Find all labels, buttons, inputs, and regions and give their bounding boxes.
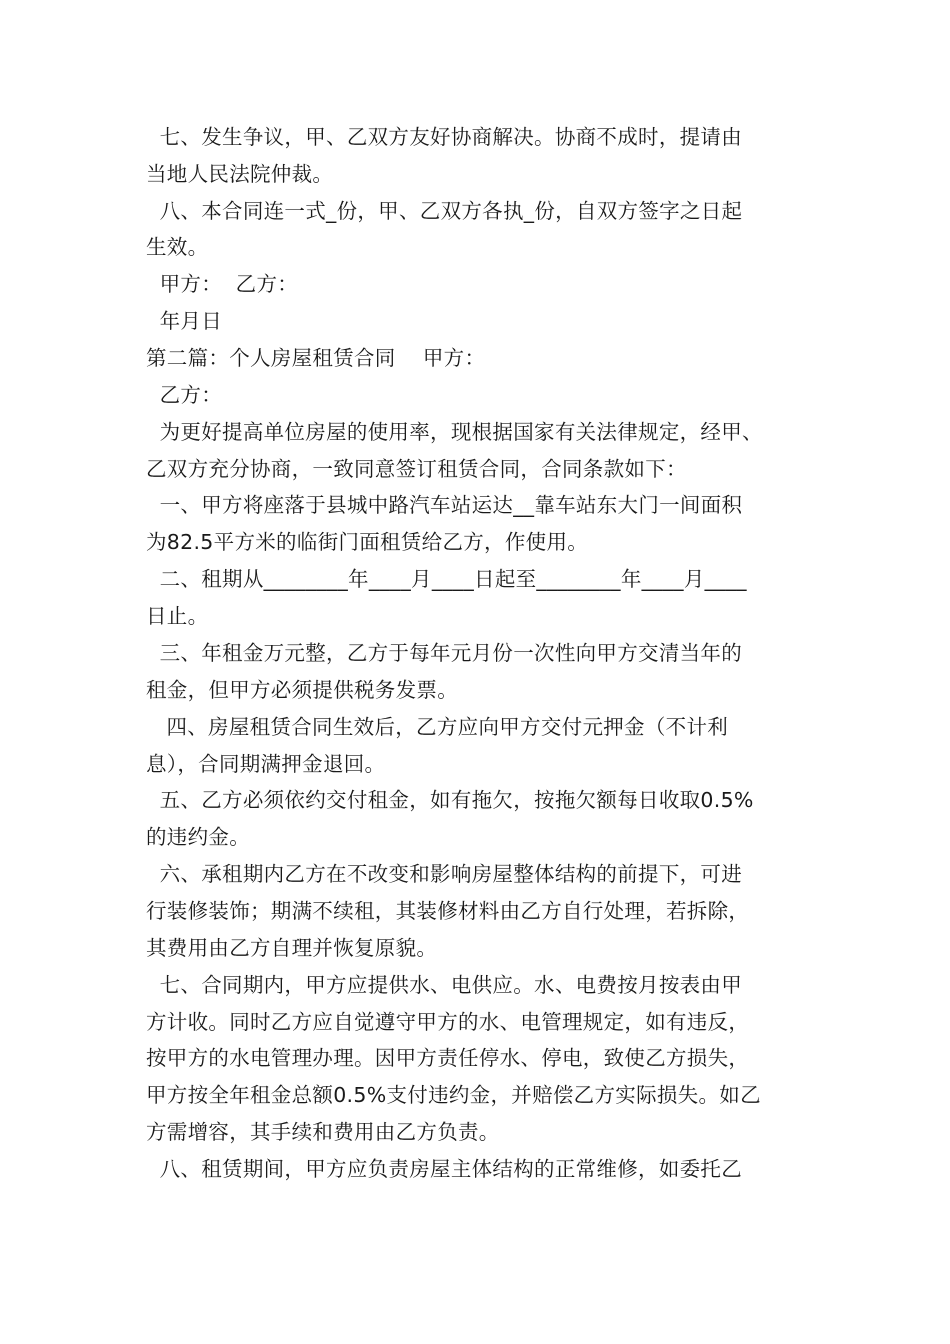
- text-line: 为更好提高单位房屋的使用率，现根据国家有关法律规定，经甲、: [146, 420, 763, 444]
- text-line: 生效。: [146, 235, 209, 259]
- text-line: 甲方： 乙方：: [146, 272, 299, 296]
- text-line: 甲方按全年租金总额0.5%支付违约金，并赔偿乙方实际损失。如乙: [146, 1083, 761, 1107]
- text-line: 的违约金。: [146, 825, 250, 849]
- text-line: 二、租期从________年____月____日起至________年____月____: [146, 567, 747, 591]
- text-line: 按甲方的水电管理办理。因甲方责任停水、停电，致使乙方损失，: [146, 1046, 750, 1070]
- text-line: 日止。: [146, 604, 209, 628]
- text-line: 方需增容，其手续和费用由乙方负责。: [146, 1120, 500, 1144]
- text-line: 八、租赁期间，甲方应负责房屋主体结构的正常维修，如委托乙: [146, 1157, 743, 1181]
- text-line: 七、发生争议，甲、乙双方友好协商解决。协商不成时，提请由: [146, 125, 743, 149]
- text-line: 当地人民法院仲裁。: [146, 162, 334, 186]
- text-line: 四、房屋租赁合同生效后，乙方应向甲方交付元押金（不计利: [146, 715, 729, 739]
- text-line: 为82.5平方米的临街门面租赁给乙方，作使用。: [146, 530, 589, 554]
- text-line: 五、乙方必须依约交付租金，如有拖欠，按拖欠额每日收取0.5%: [146, 788, 754, 812]
- text-line: 六、承租期内乙方在不改变和影响房屋整体结构的前提下，可进: [146, 862, 743, 886]
- text-line: 方计收。同时乙方应自觉遵守甲方的水、电管理规定，如有违反，: [146, 1010, 750, 1034]
- text-line: 年月日: [146, 309, 223, 333]
- text-line: 八、本合同连一式_份，甲、乙双方各执_份，自双方签字之日起: [146, 199, 743, 223]
- text-line: 七、合同期内，甲方应提供水、电供应。水、电费按月按表由甲: [146, 973, 743, 997]
- text-line: 乙双方充分协商，一致同意签订租赁合同，合同条款如下：: [146, 457, 687, 481]
- text-line: 三、年租金万元整，乙方于每年元月份一次性向甲方交清当年的: [146, 641, 743, 665]
- section-heading: 第二篇：个人房屋租赁合同 甲方：: [146, 346, 486, 370]
- text-line: 乙方：: [146, 383, 223, 407]
- text-line: 息），合同期满押金退回。: [146, 752, 386, 776]
- text-line: 行装修装饰；期满不续租，其装修材料由乙方自行处理，若拆除，: [146, 899, 750, 923]
- text-line: 其费用由乙方自理并恢复原貌。: [146, 936, 438, 960]
- text-line: 一、甲方将座落于县城中路汽车站运达__靠车站东大门一间面积: [146, 493, 743, 517]
- text-line: 租金，但甲方必须提供税务发票。: [146, 678, 458, 702]
